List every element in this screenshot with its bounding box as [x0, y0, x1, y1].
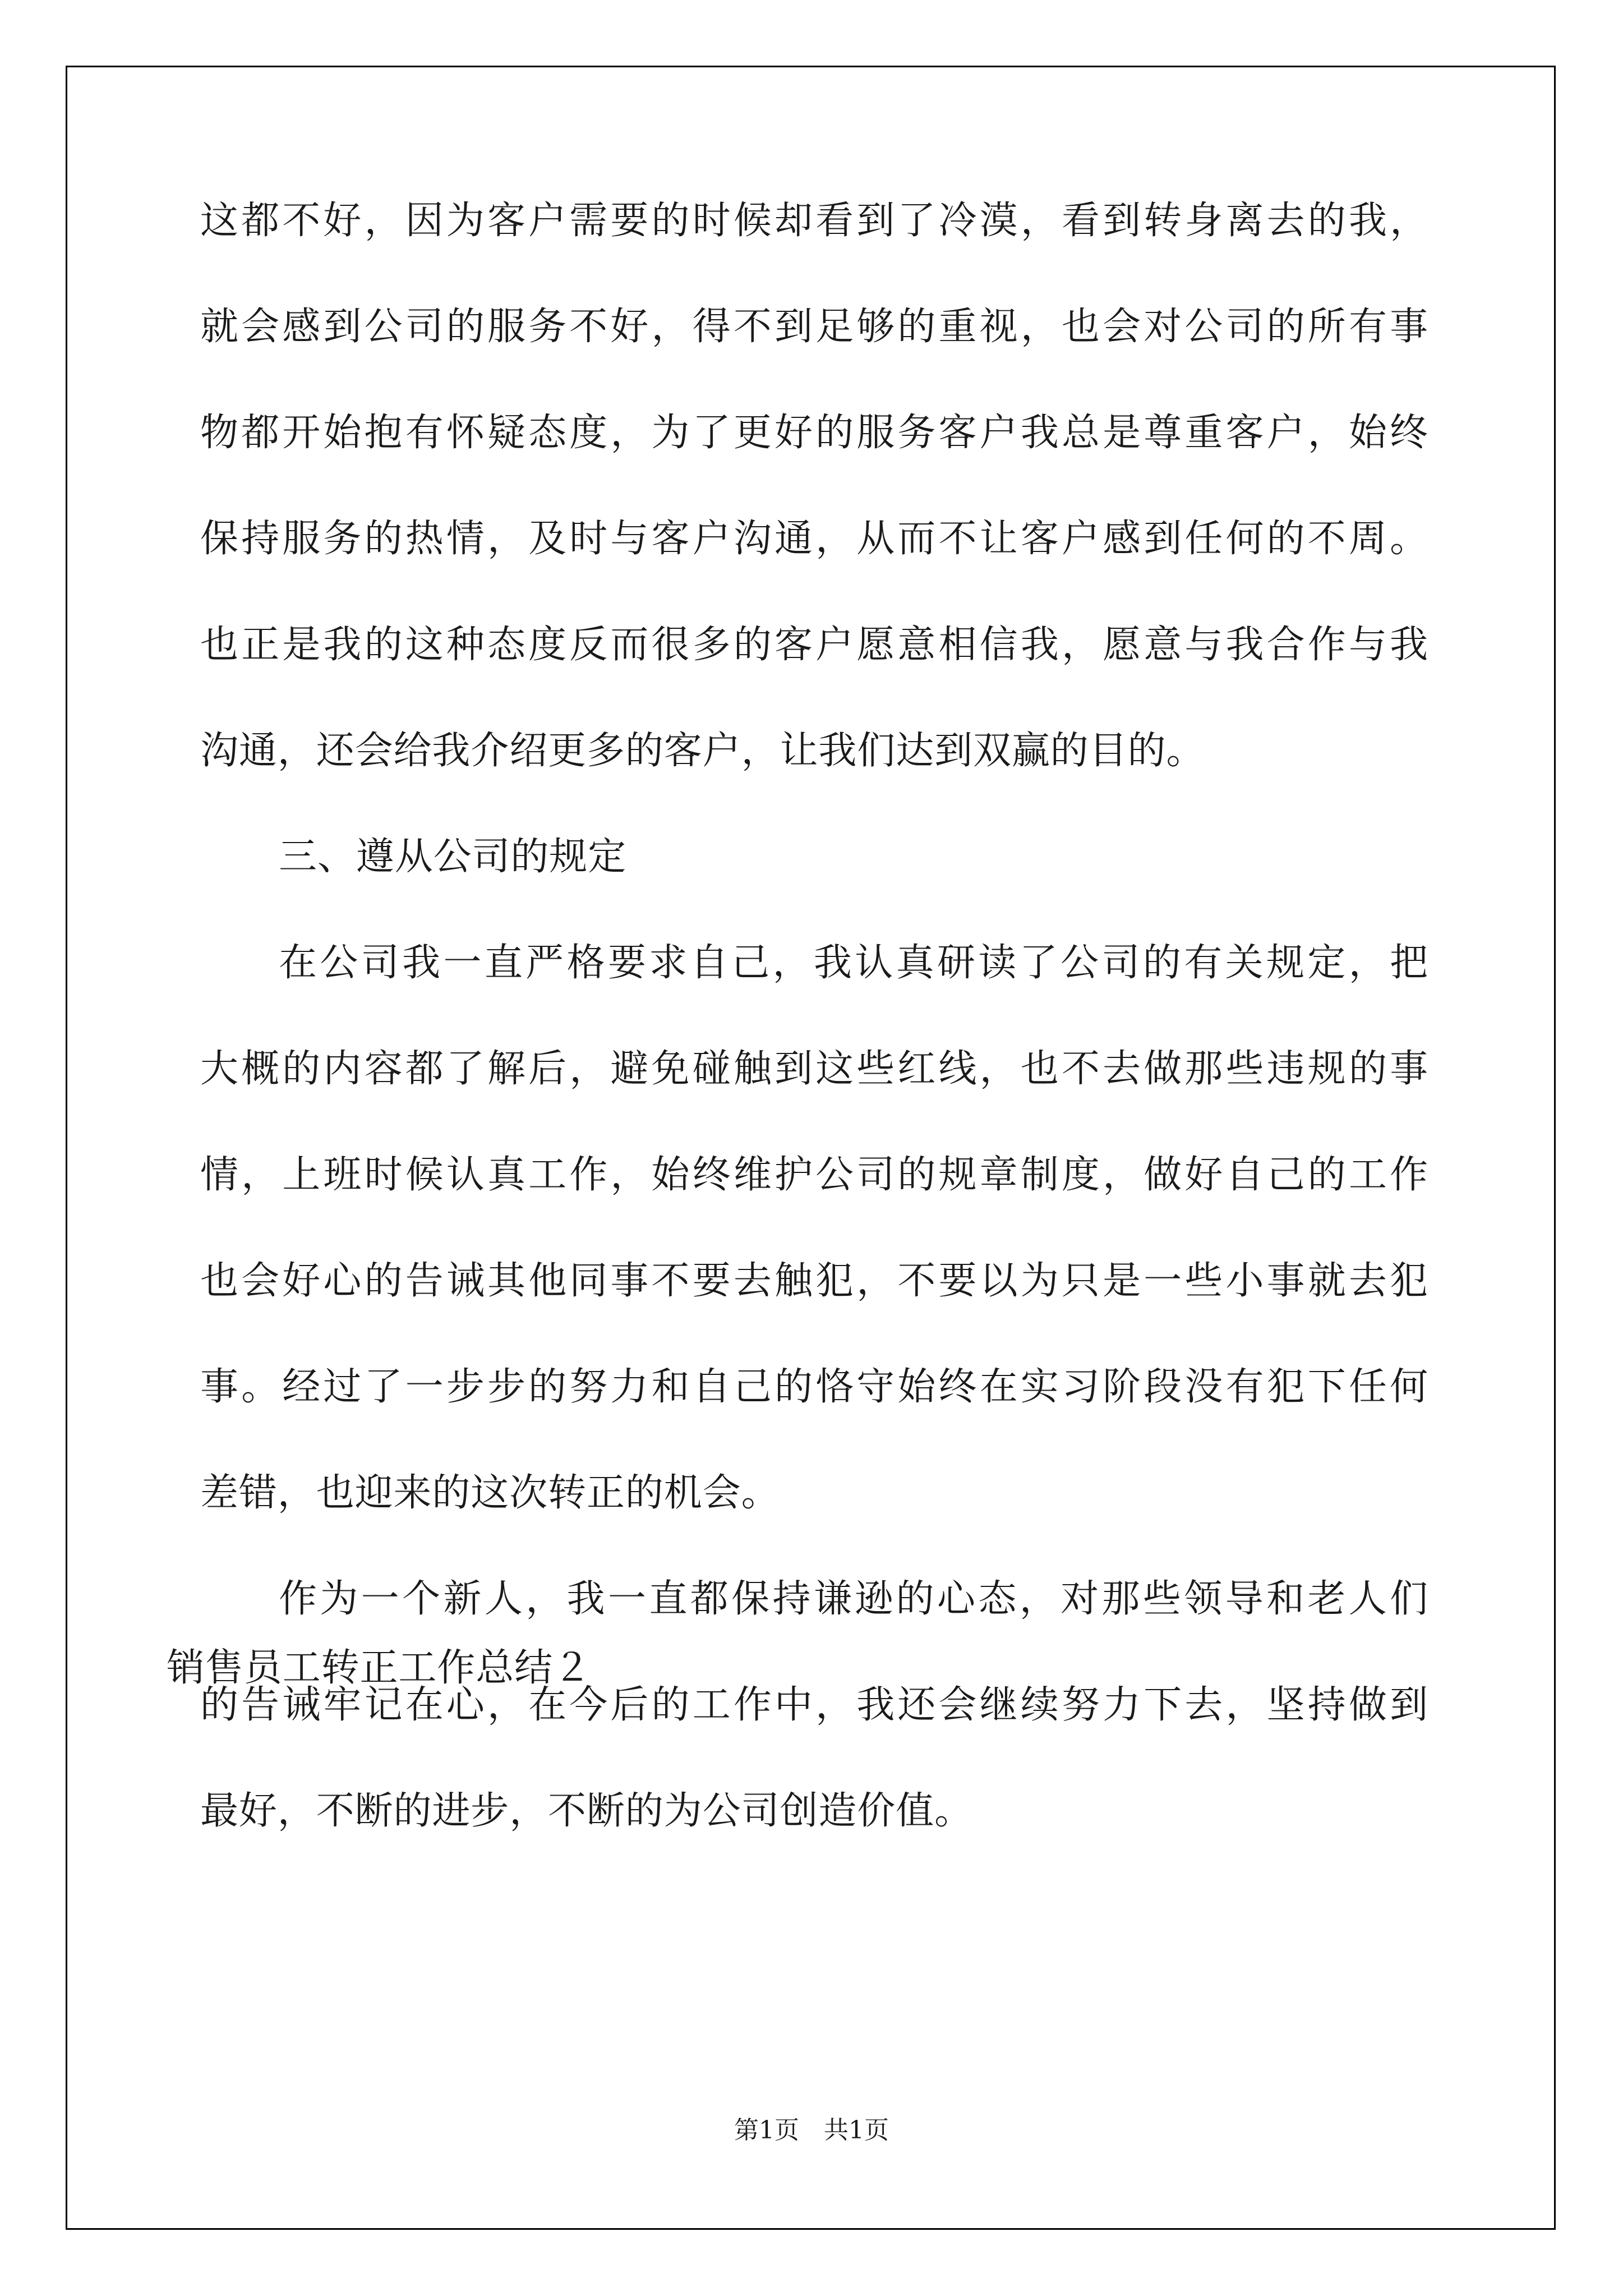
paragraph-line: 就会感到公司的服务不好，得不到足够的重视，也会对公司的所有事	[200, 305, 1428, 349]
paragraph-line: 沟通，还会给我介绍更多的客户，让我们达到双赢的目的。	[200, 729, 1205, 773]
paragraph-line: 的告诫牢记在心，在今后的工作中，我还会继续努力下去，坚持做到	[200, 1683, 1428, 1727]
paragraph-line: 保持服务的热情，及时与客户沟通，从而不让客户感到任何的不周。	[200, 517, 1428, 561]
paragraph-line: 这都不好，因为客户需要的时候却看到了冷漠，看到转身离去的我，	[200, 199, 1428, 243]
section-heading: 三、遵从公司的规定	[279, 835, 627, 879]
paragraph-line: 事。经过了一步步的努力和自己的恪守始终在实习阶段没有犯下任何	[200, 1365, 1428, 1409]
paragraph-line: 也正是我的这种态度反而很多的客户愿意相信我，愿意与我合作与我	[200, 623, 1428, 667]
paragraph-line: 最好，不断的进步，不断的为公司创造价值。	[200, 1789, 974, 1833]
paragraph-line: 情，上班时候认真工作，始终维护公司的规章制度，做好自己的工作	[200, 1153, 1428, 1197]
page-footer: 第1页 共1页	[734, 2116, 889, 2145]
paragraph-line: 物都开始抱有怀疑态度，为了更好的服务客户我总是尊重客户，始终	[200, 411, 1428, 455]
paragraph-line: 也会好心的告诫其他同事不要去触犯，不要以为只是一些小事就去犯	[200, 1259, 1428, 1303]
document-body	[200, 199, 1428, 1898]
paragraph-line: 作为一个新人，我一直都保持谦逊的心态，对那些领导和老人们	[279, 1577, 1428, 1621]
document-heading: 销售员工转正工作总结２	[167, 1646, 592, 1690]
paragraph-line: 差错，也迎来的这次转正的机会。	[200, 1471, 780, 1515]
paragraph-line: 在公司我一直严格要求自己，我认真研读了公司的有关规定，把	[279, 941, 1428, 985]
paragraph-line: 大概的内容都了解后，避免碰触到这些红线，也不去做那些违规的事	[200, 1047, 1428, 1091]
